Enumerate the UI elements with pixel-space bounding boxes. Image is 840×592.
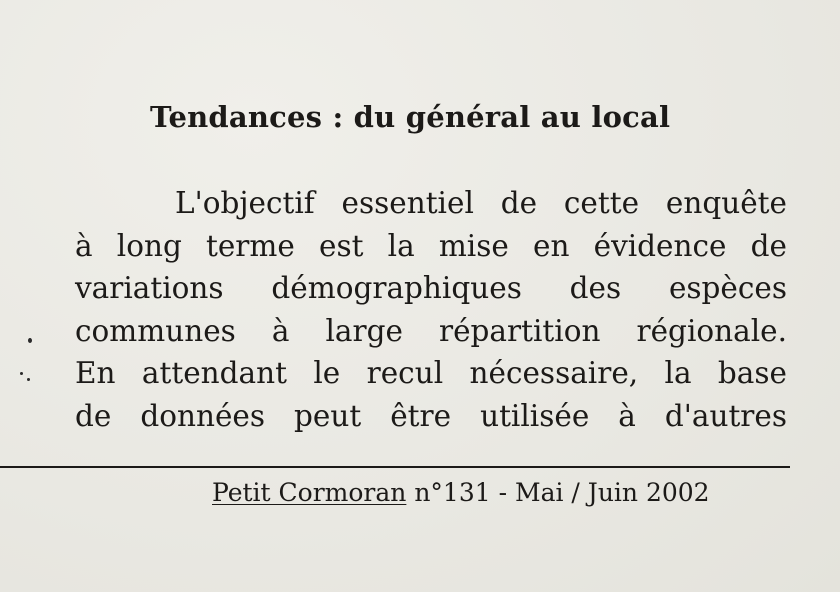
paragraph-line: En attendant le recul nécessaire, la base [75,356,787,390]
journal-title: Petit Cormoran [212,478,407,507]
paragraph-line: à long terme est la mise en évidence de [75,228,787,263]
ink-speck [27,378,30,381]
paragraph-line: de données peut être utilisée à d'autres [75,398,787,433]
issue-info: n°131 - Mai / Juin 2002 [414,478,710,507]
body-paragraph [75,182,790,437]
paragraph-line: L'objectif essentiel de cette enquête [175,186,787,220]
page-footer [212,478,710,507]
paragraph-line: communes à large répartition régionale. [75,313,787,348]
footer-divider [0,466,790,468]
section-heading: Tendances : du général au local [150,100,671,134]
bleed-through-text [160,10,840,54]
ink-speck [20,372,23,375]
ink-speck [28,338,32,343]
paragraph-line: variations démographiques des espèces [75,271,787,305]
